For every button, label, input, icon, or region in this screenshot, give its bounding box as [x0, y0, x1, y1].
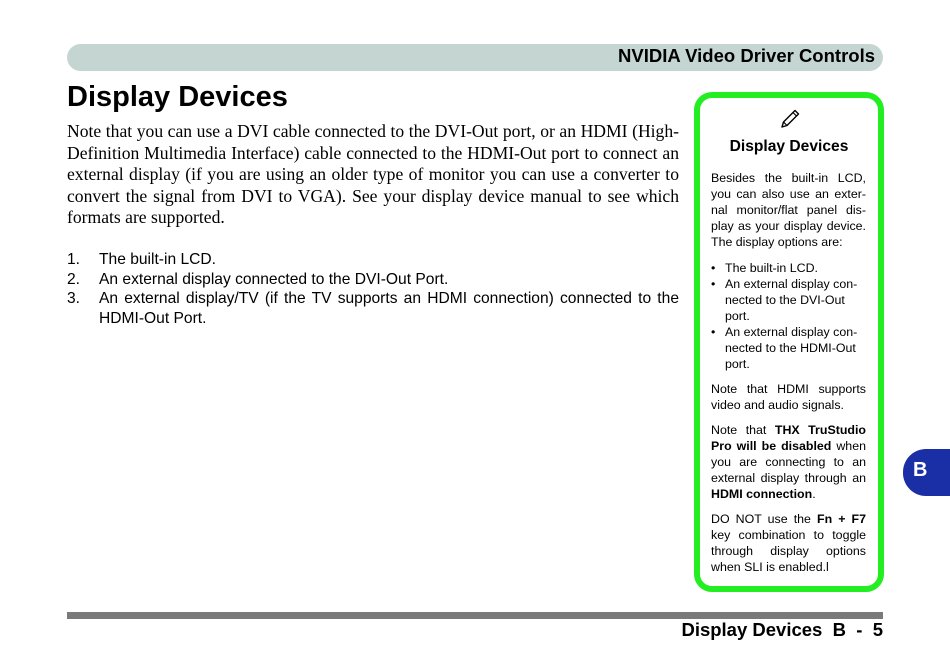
list-item-text: The built-in LCD. — [99, 251, 216, 268]
sidebar-bullet: • An external display con-nected to the HDMI-Out port. — [711, 324, 866, 372]
appendix-tab — [903, 449, 950, 496]
sidebar-note — [694, 92, 884, 592]
text-run: when you are connecting to an external display through an — [711, 439, 866, 485]
header-bar — [67, 44, 883, 71]
list-item — [67, 270, 679, 290]
emphasis-text: HDMI connection — [711, 487, 813, 501]
list-item-text: An external display connected to the DVI-Out Port. — [99, 270, 449, 288]
key-combo-text: Fn + F7 — [817, 512, 866, 526]
sidebar-body — [711, 170, 866, 575]
list-item — [67, 289, 679, 328]
header-title: NVIDIA Video Driver Controls — [618, 45, 875, 66]
list-item — [67, 250, 679, 270]
sidebar-paragraph: Besides the built-in LCD, you can also use an exter-nal monitor/flat panel dis-play as your display device. The display options are: — [711, 171, 866, 249]
sidebar-bullets — [711, 260, 866, 372]
footer-rule — [67, 612, 883, 619]
list-item-text: An external display/TV (if the TV supports an HDMI connection) connected to the HDMI-Out Port. — [99, 290, 679, 327]
intro-paragraph: Note that you can use a DVI cable connected to the DVI-Out port, or an HDMI (High-Definition Multimedia Interface) cable connected to the HDMI-Out port to connect an external display (if you are using an older type of monitor you can use a converter to convert the signal from DVI to VGA). See your display device manual to see which formats are supported. — [67, 121, 679, 228]
pencil-icon — [779, 108, 801, 130]
sidebar-warning-fn — [711, 511, 866, 575]
list-number: 2. — [67, 270, 81, 288]
list-number: 3. — [67, 290, 81, 307]
sidebar-warning-thx — [711, 422, 866, 502]
text-run: DO NOT use the — [711, 512, 818, 526]
display-options-list — [67, 250, 679, 328]
footer-page-label: Display Devices B - 5 — [681, 619, 883, 640]
appendix-letter: B — [913, 459, 928, 481]
text-run: Note that — [711, 423, 775, 437]
sidebar-bullet: • The built-in LCD. — [711, 260, 866, 276]
sidebar-title: Display Devices — [729, 138, 849, 155]
sidebar-paragraph: Note that HDMI supports video and audio signals. — [711, 382, 866, 412]
list-number: 1. — [67, 251, 81, 268]
text-run: . — [812, 487, 816, 501]
emphasis-text: THX TruStudio Pro will be disabled — [711, 423, 866, 453]
page-title: Display Devices — [67, 81, 288, 113]
sidebar-bullet: • An external display con-nected to the DVI-Out port. — [711, 276, 866, 324]
text-run: key combination to toggle through display options when SLI is enabled.l — [711, 528, 866, 574]
